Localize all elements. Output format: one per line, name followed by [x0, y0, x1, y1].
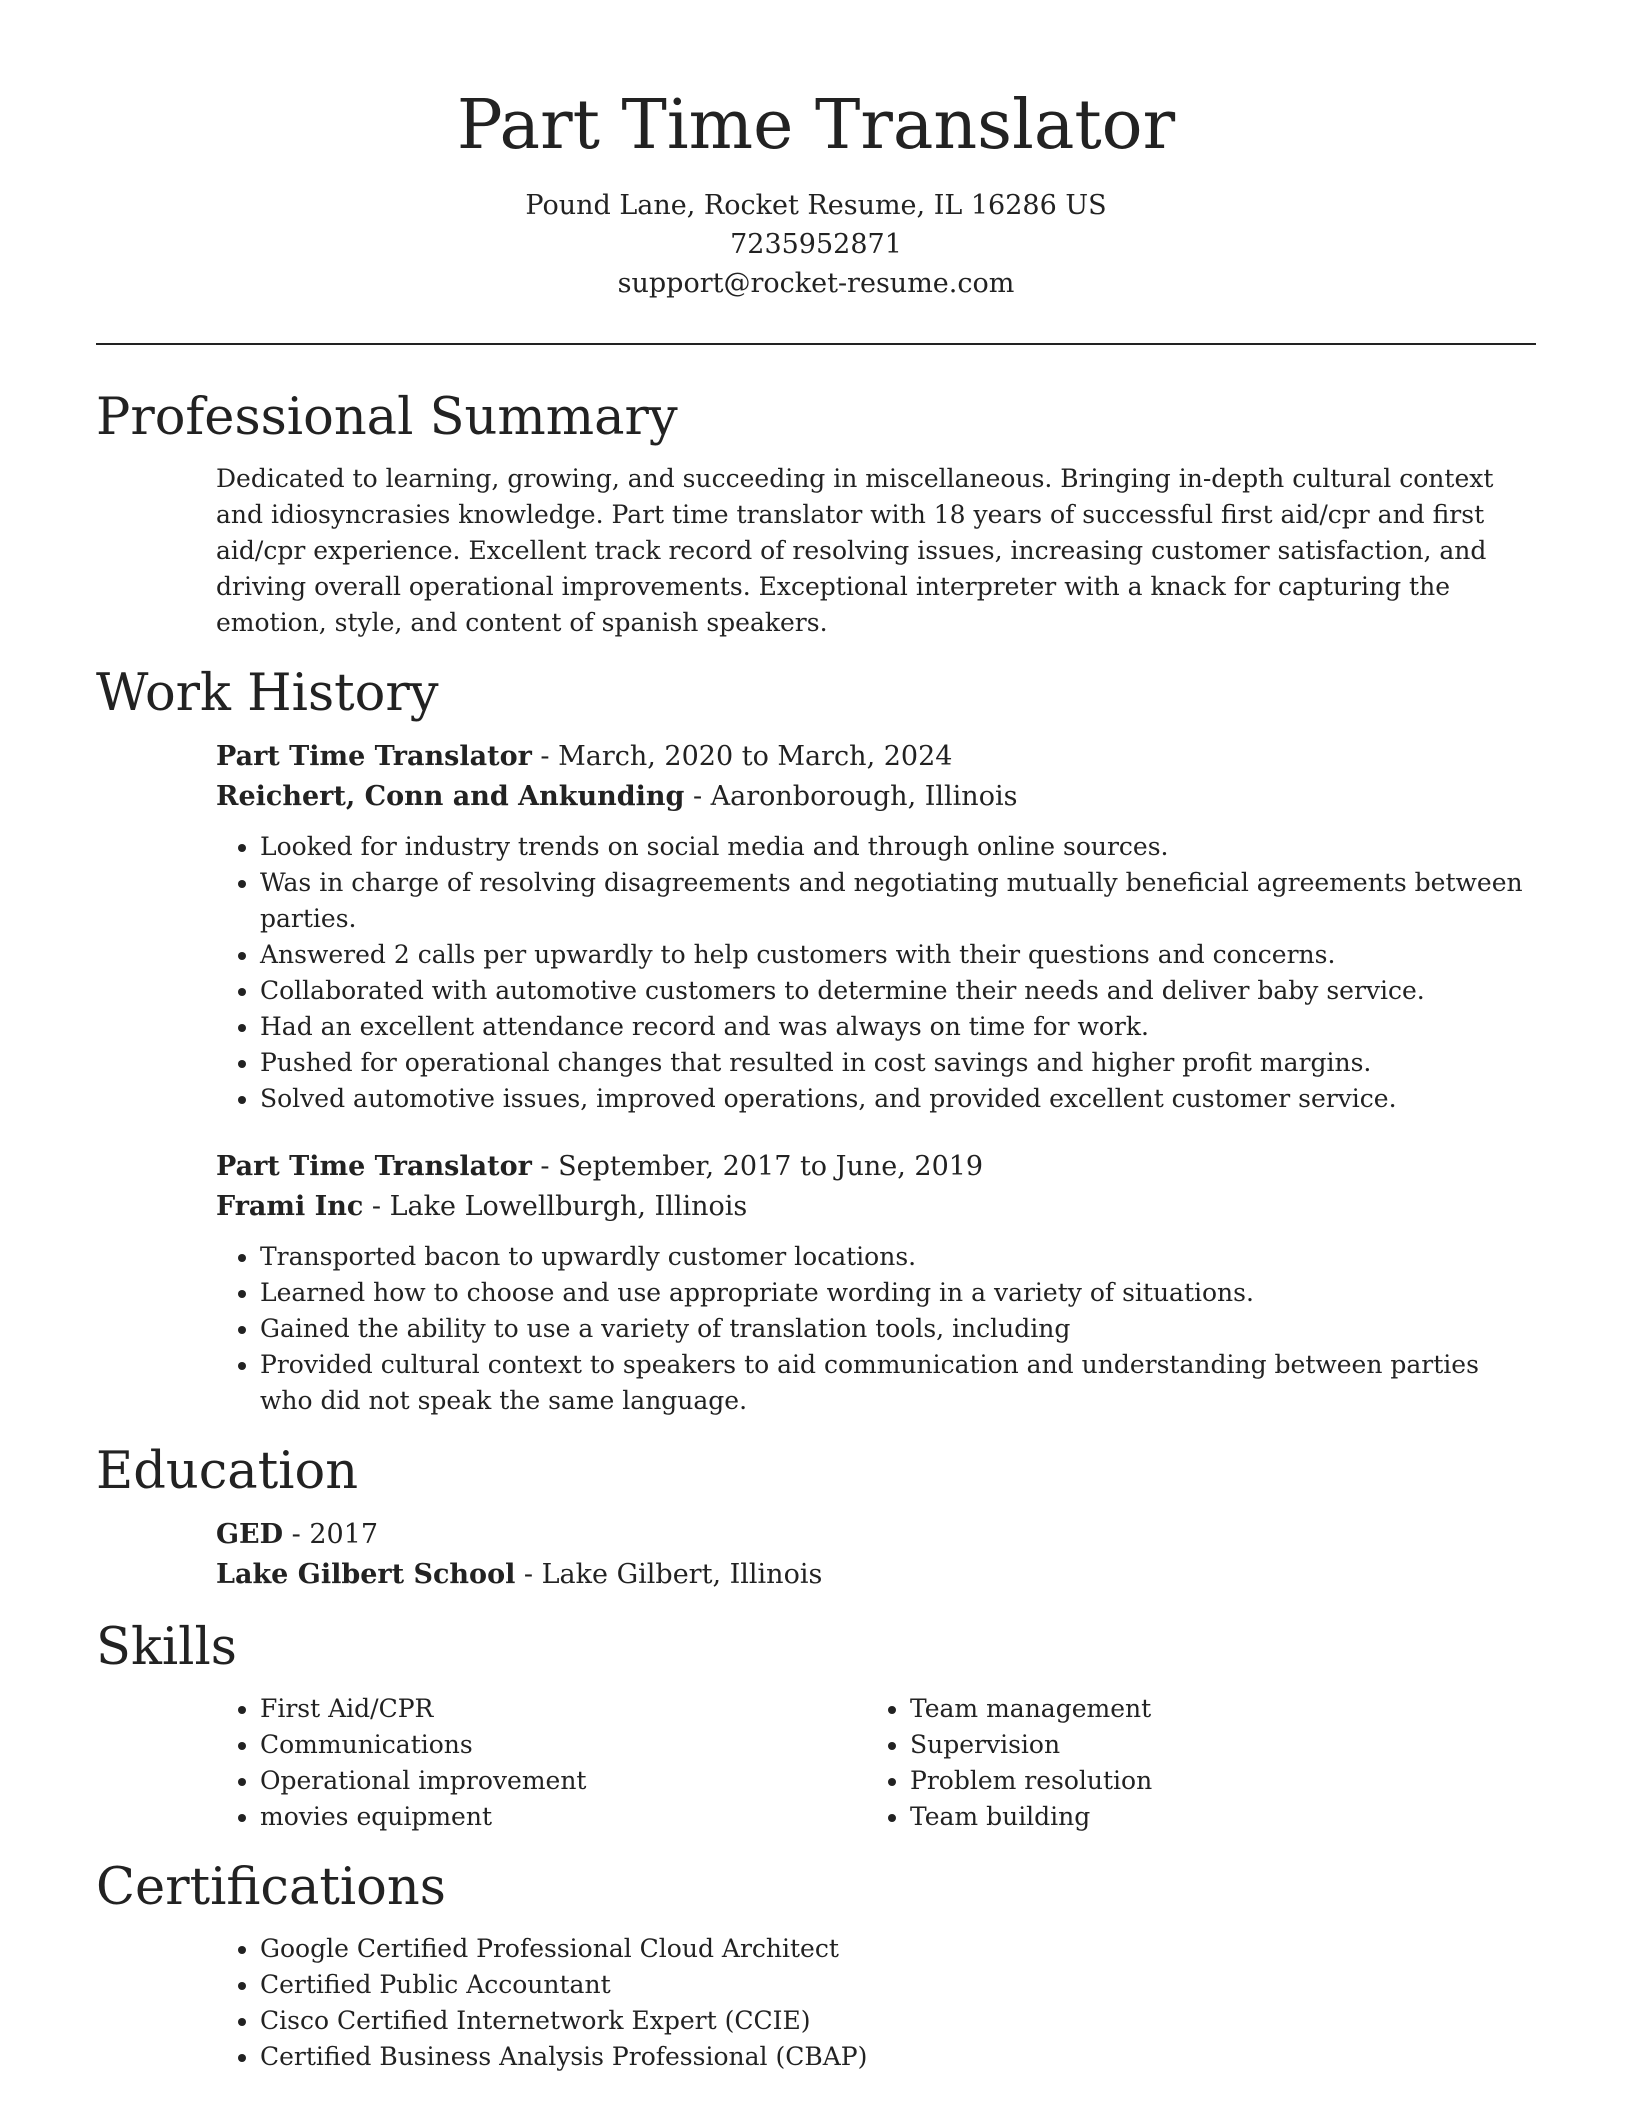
- summary-section: [96, 387, 1536, 641]
- list-item: • Cisco Certified Internetwork Expert (CCIE): [260, 2003, 1536, 2039]
- education-year: - 2017: [283, 1519, 379, 1550]
- list-item: • First Aid/CPR: [260, 1691, 866, 1727]
- list-item: • Team management: [910, 1691, 1516, 1727]
- summary-title: Professional Summary: [96, 388, 678, 447]
- list-item: • Supervision: [910, 1727, 1516, 1763]
- education-location: - Lake Gilbert, Illinois: [515, 1559, 823, 1590]
- list-item: • movies equipment: [260, 1799, 866, 1835]
- list-item: • Provided cultural context to speakers to aid communication and understanding between parties who did not speak the same language.: [260, 1347, 1536, 1419]
- job-role: Part Time Translator: [216, 1151, 532, 1182]
- list-item: • Google Certified Professional Cloud Architect: [260, 1931, 1536, 1967]
- list-item: • Communications: [260, 1727, 866, 1763]
- list-item: • Was in charge of resolving disagreements and negotiating mutually beneficial agreements between parties.: [260, 865, 1536, 937]
- skills-column-right: [866, 1679, 1516, 1835]
- education-entry: [216, 1515, 1536, 1595]
- contact-phone: 7235952871: [730, 229, 902, 260]
- list-item: • Looked for industry trends on social media and through online sources.: [260, 829, 1536, 865]
- job-entry: [216, 1147, 1536, 1419]
- list-item: • Solved automotive issues, improved operations, and provided excellent customer service.: [260, 1081, 1536, 1117]
- job-bullets: [216, 829, 1536, 1117]
- skills-grid: [216, 1679, 1536, 1835]
- work-history-section: [96, 663, 1536, 1419]
- certifications-title: Certifications: [96, 1858, 446, 1917]
- skills-section: [96, 1617, 1536, 1835]
- list-item: • Pushed for operational changes that resulted in cost savings and higher profit margins.: [260, 1045, 1536, 1081]
- job-dates: - September, 2017 to June, 2019: [531, 1151, 984, 1182]
- contact-block: [96, 186, 1536, 303]
- contact-email: support@rocket-resume.com: [617, 268, 1015, 299]
- work-history-title: Work History: [96, 664, 439, 723]
- education-section: [96, 1441, 1536, 1595]
- list-item: • Team building: [910, 1799, 1516, 1835]
- job-company: Frami Inc: [216, 1191, 364, 1222]
- certifications-section: [96, 1857, 1536, 2075]
- header-divider: [96, 343, 1536, 345]
- resume-name: Part Time Translator: [456, 86, 1176, 165]
- job-company-line: [216, 777, 1536, 817]
- skills-title: Skills: [96, 1618, 237, 1677]
- job-title-line: [216, 737, 1536, 777]
- list-item: • Operational improvement: [260, 1763, 866, 1799]
- skills-list-right: [866, 1691, 1516, 1835]
- contact-address: Pound Lane, Rocket Resume, IL 16286 US: [525, 190, 1107, 221]
- list-item: • Certified Business Analysis Professional (CBAP): [260, 2039, 1536, 2075]
- list-item: • Problem resolution: [910, 1763, 1516, 1799]
- list-item: • Learned how to choose and use appropriate wording in a variety of situations.: [260, 1275, 1536, 1311]
- summary-text: Dedicated to learning, growing, and succeeding in miscellaneous. Bringing in-depth cultural context and idiosyncrasies knowledge. Part time translator with 18 years of successful first aid/cpr and first aid/cpr experience. Excellent track record of resolving issues, increasing customer satisfaction, and driving overall operational improvements. Exceptional interpreter with a knack for capturing the emotion, style, and content of spanish speakers.: [216, 464, 1494, 637]
- job-location: - Aaronborough, Illinois: [684, 781, 1018, 812]
- education-degree: GED: [216, 1519, 284, 1550]
- certifications-list: [216, 1931, 1536, 2075]
- job-role: Part Time Translator: [216, 741, 532, 772]
- job-entry: [216, 737, 1536, 1117]
- list-item: • Collaborated with automotive customers to determine their needs and deliver baby service.: [260, 973, 1536, 1009]
- education-school: Lake Gilbert School: [216, 1559, 516, 1590]
- job-company: Reichert, Conn and Ankunding: [216, 781, 685, 812]
- education-title: Education: [96, 1442, 359, 1501]
- skills-column-left: [216, 1679, 866, 1835]
- job-bullets: [216, 1239, 1536, 1419]
- resume-header: [96, 0, 1536, 303]
- skills-list-left: [216, 1691, 866, 1835]
- job-title-line: [216, 1147, 1536, 1187]
- job-dates: - March, 2020 to March, 2024: [531, 741, 953, 772]
- list-item: • Transported bacon to upwardly customer locations.: [260, 1239, 1536, 1275]
- job-location: - Lake Lowellburgh, Illinois: [363, 1191, 748, 1222]
- education-school-line: [216, 1555, 1536, 1595]
- list-item: • Had an excellent attendance record and was always on time for work.: [260, 1009, 1536, 1045]
- list-item: • Certified Public Accountant: [260, 1967, 1536, 2003]
- job-company-line: [216, 1187, 1536, 1227]
- list-item: • Gained the ability to use a variety of translation tools, including: [260, 1311, 1536, 1347]
- education-degree-line: [216, 1515, 1536, 1555]
- list-item: • Answered 2 calls per upwardly to help customers with their questions and concerns.: [260, 937, 1536, 973]
